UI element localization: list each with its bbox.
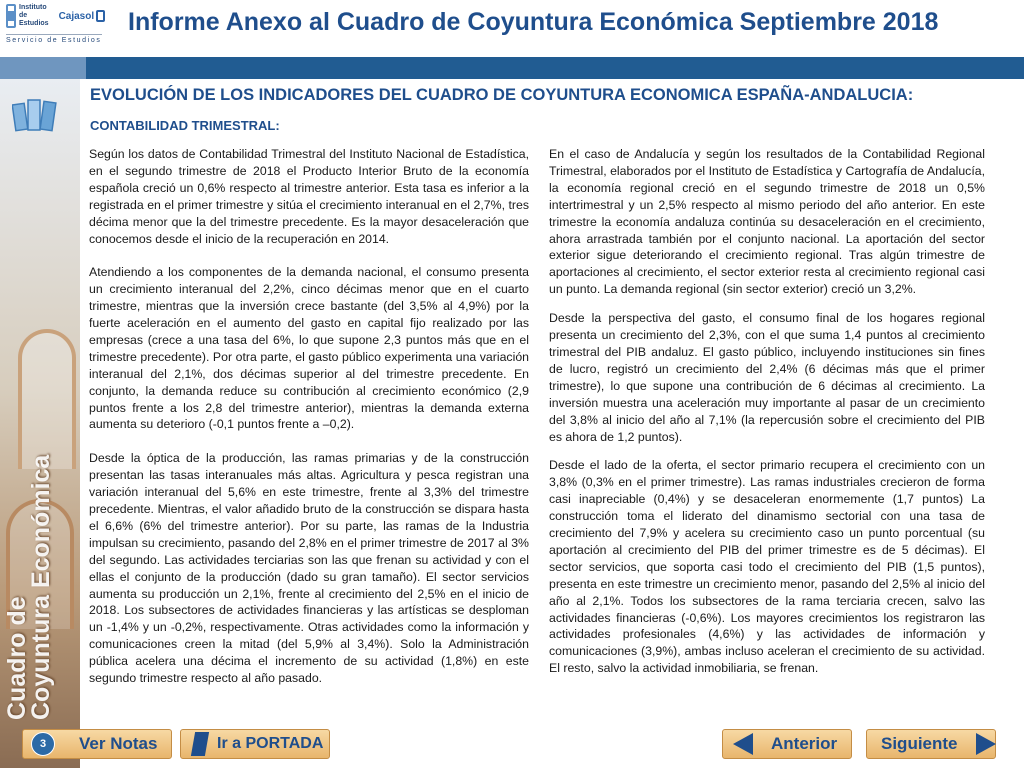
portada-icon [191, 732, 209, 756]
arrow-right-icon [976, 733, 996, 755]
section-title: EVOLUCIÓN DE LOS INDICADORES DEL CUADRO DE COYUNTURA ECONOMICA ESPAÑA-ANDALUCIA: [90, 86, 914, 104]
sidebar-title-line1: Cuadro de [3, 596, 31, 720]
page-title: Informe Anexo al Cuadro de Coyuntura Económica Septiembre 2018 [128, 8, 939, 36]
header-band [0, 57, 1024, 79]
paragraph: Desde la perspectiva del gasto, el consumo final de los hogares regional presenta un crecimiento del 2,3%, con el que suma 1,4 puntos al crecimiento trimestral del PIB andaluz. El gasto público, incluyendo instituciones sin fines de lucro, registró un crecimiento del 2,4% (6 décimas más que el primer trimestre), lo que supone una contribución de 6 décimas al crecimiento. La inversión muestra una aceleración muy importante al pasar de un crecimiento del 3,8% al inicio del año al 7,1% (la repercusión sobre el crecimiento del PIB es ahora de 1,2 puntos). [549, 311, 985, 444]
arch-decoration [18, 329, 76, 469]
page-number-badge: 3 [31, 732, 55, 756]
brand-mark-icon [96, 10, 105, 22]
logo-brand [59, 10, 106, 22]
sidebar-decoration [0, 79, 80, 768]
arrow-left-icon [733, 733, 753, 755]
logo-institute-name: Instituto de Estudios [19, 4, 49, 27]
paragraph: En el caso de Andalucía y según los resultados de la Contabilidad Regional Trimestral, elaborados por el Instituto de Estadística y Cartografía de Andalucía, la economía regional creció en el segundo trimestre de 2018 un 0,5% intertrimestral y un 2,5% respecto al mismo periodo del año anterior. En este trimestre la economía andaluza continúa su desaceleración en el crecimiento, ahora arrastrada también por el conjunto nacional. La aportación del sector exterior sigue deteriorando el crecimiento regional. Tras algún trimestre de aportaciones al crecimiento, el sector exterior resta al crecimiento regional casi un punto. La demanda regional (sin sector exterior) creció un 3,2%. [549, 147, 985, 297]
home-button-label: Ir a PORTADA [217, 735, 324, 752]
sidebar-title-line2: Coyuntura Económica [27, 454, 55, 720]
paragraph: Atendiendo a los componentes de la demanda nacional, el consumo presenta un crecimiento interanual del 2,2%, cinco décimas menor que en el cuarto trimestre, mientras que la inversión crece bastante (del 3,5% al 4,9%) por la fuerte aceleración en el aumento del gasto en capital fijo realizado por las empresas (crece a una tasa del 6%, lo que supone 2,3 puntos más que en el trimestre precedente). Por otra parte, el gasto público experimenta una variación interanual del 2,1%, dos décimas superior al del trimestre precedente. En conjunto, la demanda reduce su contribución al crecimiento económico (2,9 puntos frente a los 2,8 del trimestre anterior), mientras la demanda externa aumenta su deterioro (-0,1 puntos frente a –0,2). [89, 265, 529, 432]
header-band-accent [0, 57, 86, 79]
paragraph: Desde la óptica de la producción, las ramas primarias y de la construcción presentan las tasas interanuales más altas. Agricultura y pesca registran una variación interanual del 5,6% en este trimestre, frente al 3,3% del trimestre precedente. Mientras, el valor añadido bruto de la construcción se dispara hasta el 6,6% (6% del trimestre anterior). Por su parte, las ramas de la Industria impulsan su crecimiento, pasando del 2,8% en el primer trimestre de 2017 al 3% del segundo. Las actividades terciarias son las que frenan su actividad y con el ellas el conjunto de la producción (dado su gran tamaño). El sector servicios aumenta su producción un 2,1%, frente al crecimiento del 2,5% en el inicio de 2018. Los subsectores de actividades financieras y las artísticas se desploman un -1,4% y un -0,2%, respectivamente. Otras actividades como la información y comunicaciones creen la mitad (del 5,9% al 3,4%). Solo la Administración pública acelera una décima el incremento de su actividad (1,8%) en este segundo trimestre respecto al año pasado. [89, 451, 529, 686]
previous-button[interactable] [722, 729, 852, 759]
logo [6, 4, 102, 50]
home-button[interactable] [180, 729, 330, 759]
notes-button-label: Ver Notas [79, 734, 158, 753]
next-button[interactable] [866, 729, 996, 759]
left-column [89, 146, 529, 704]
next-button-label: Siguiente [881, 734, 958, 753]
logo-brand-name: Cajasol [58, 10, 95, 22]
paragraph: Desde el lado de la oferta, el sector primario recupera el crecimiento con un 3,8% (0,3% en el primer trimestre). Las ramas industriales crecieron de forma casi inapreciable (0,4%) y se desaceleran enormemente (1,7 puntos) La construcción toma el liderato del dinamismo sectorial con una tasa de crecimiento del 7,9% y acelera su crecimiento caso un punto porcentual (su aportación al crecimiento del PIB del primer trimestre es de 5 décimas). El sector servicios, que soporta casi todo el crecimiento del PIB (1,5 puntos), presenta en este trimestre un crecimiento menor, pasando del 2,5% al inicio del año al 2,1%. Todos los subsectores de la rama terciaria crecen, salvo las actividades financieras (-0,6%). Los mayores crecimientos los registraron las actividades profesionales (4,6%) y las actividades de información y comunicaciones (3,9%), ambas incluso aceleran el crecimiento de su actividad. El resto, salvo la actividad inmobiliaria, se frenan. [549, 458, 985, 676]
books-icon [12, 96, 58, 134]
section-subtitle: CONTABILIDAD TRIMESTRAL: [90, 118, 280, 133]
sidebar-title [3, 454, 74, 720]
logo-service: Servicio de Estudios [6, 34, 102, 44]
institute-logo-icon [6, 4, 16, 28]
right-column [549, 146, 985, 689]
notes-button[interactable] [22, 729, 172, 759]
paragraph: Según los datos de Contabilidad Trimestral del Instituto Nacional de Estadística, en el segundo trimestre de 2018 el Producto Interior Bruto de la economía española creció un 0,6% respecto al trimestre anterior. Esta tasa es inferior a la registrada en el primer trimestre y sitúa el crecimiento interanual en el 2,7%, tres décima menor que la del trimestre precedente. Es la mayor desaceleración que conocemos desde el inicio de la recuperación en 2014. [89, 147, 529, 246]
previous-button-label: Anterior [771, 734, 838, 753]
